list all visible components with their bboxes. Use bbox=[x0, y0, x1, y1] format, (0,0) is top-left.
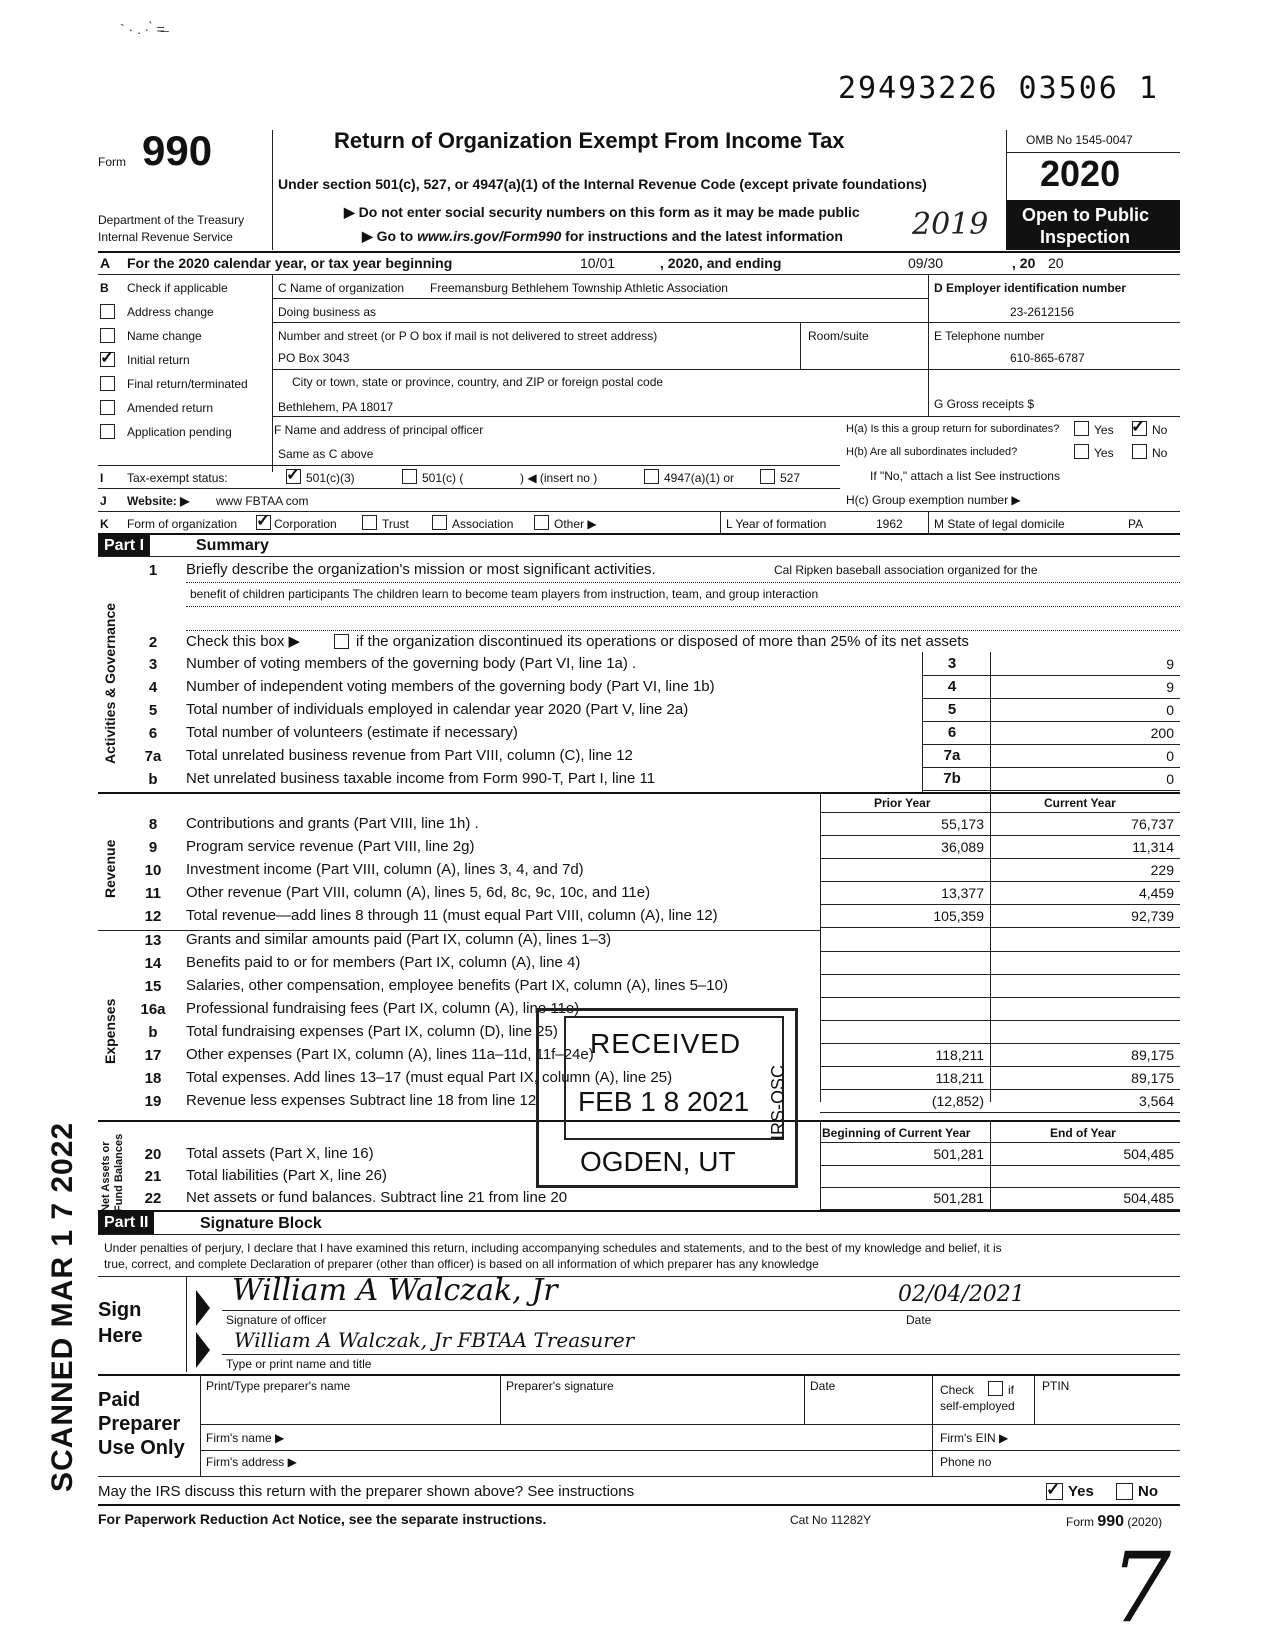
gov-line-rule bbox=[922, 698, 1180, 699]
irs-url[interactable]: www.irs.gov/Form990 bbox=[417, 228, 562, 244]
footer-form: Form 990 (2020) bbox=[1066, 1513, 1163, 1530]
initial-return-check-mark: ✓ bbox=[100, 348, 115, 367]
col-prior-year: Prior Year bbox=[874, 796, 931, 810]
final-return-checkbox[interactable] bbox=[100, 376, 115, 391]
line2-text: Check this box ▶ bbox=[186, 633, 301, 650]
gov-col-divider bbox=[990, 652, 991, 792]
corporation-check-mark: ✓ bbox=[256, 511, 271, 530]
fin-line-rule bbox=[820, 1020, 1180, 1021]
fin-line-rule bbox=[820, 1043, 1180, 1044]
gov-line-box: 6 bbox=[947, 724, 957, 741]
org-name-label: C Name of organization bbox=[278, 281, 405, 295]
scan-marks: ` · . ∙ ̀ =̶ bbox=[120, 21, 165, 37]
gov-line-box: 3 bbox=[947, 655, 957, 672]
side-label-net-assets: Net Assets or Fund Balances bbox=[100, 1133, 125, 1212]
discontinued-checkbox[interactable] bbox=[334, 634, 349, 649]
fin-line-text: Revenue less expenses Subtract line 18 from line 12 bbox=[186, 1092, 537, 1109]
fin-line-current: 3,564 bbox=[1138, 1093, 1174, 1109]
stamp-received: RECEIVED bbox=[590, 1028, 742, 1059]
part2-title: Signature Block bbox=[200, 1215, 322, 1232]
fin-line-current: 229 bbox=[1150, 862, 1174, 878]
fin-line-prior: 36,089 bbox=[941, 839, 984, 855]
amended-return-checkbox[interactable] bbox=[100, 400, 115, 415]
hb-no-label: No bbox=[1152, 446, 1168, 460]
preparer-signature-label: Preparer's signature bbox=[506, 1379, 614, 1393]
ha-yes-label: Yes bbox=[1094, 423, 1114, 437]
scanned-stamp: SCANNED MAR 1 7 2022 bbox=[46, 1121, 79, 1492]
ha-no-check-mark: ✓ bbox=[1131, 417, 1146, 436]
line2-num: 2 bbox=[148, 634, 158, 651]
fin-line-num: 15 bbox=[144, 978, 162, 995]
fin-line-text: Total revenue—add lines 8 through 11 (must equal Part VIII, column (A), line 12) bbox=[186, 907, 718, 924]
application-pending-checkbox[interactable] bbox=[100, 424, 115, 439]
preparer-date-label: Date bbox=[810, 1379, 836, 1393]
corporation-label: Corporation bbox=[274, 517, 337, 531]
gov-line-rule bbox=[922, 744, 1180, 745]
stamp-date: FEB 1 8 2021 bbox=[578, 1086, 750, 1117]
part1-title: Summary bbox=[196, 537, 269, 554]
gov-line-rule bbox=[922, 790, 1180, 791]
gov-line-value: 9 bbox=[1166, 679, 1174, 695]
fin-line-num: 16a bbox=[140, 1001, 166, 1018]
section-b-letter: B bbox=[100, 281, 109, 295]
line1-text: Briefly describe the organization's mission or most significant activities. bbox=[186, 561, 656, 578]
check-label: Check bbox=[940, 1383, 975, 1397]
address-change-checkbox[interactable] bbox=[100, 304, 115, 319]
tax-exempt-status-label: Tax-exempt status: bbox=[127, 471, 228, 485]
form-of-org-label: Form of organization bbox=[127, 517, 238, 531]
principal-officer-label: F Name and address of principal officer bbox=[274, 423, 484, 437]
trust-label: Trust bbox=[382, 517, 409, 531]
gov-col-divider bbox=[922, 652, 923, 792]
form-number: 990 bbox=[142, 127, 213, 174]
gov-line-text: Number of independent voting members of the governing body (Part VI, line 1b) bbox=[186, 678, 715, 695]
net-line-text: Net assets or fund balances. Subtract line 21 from line 20 bbox=[186, 1189, 568, 1206]
hb-no-checkbox[interactable] bbox=[1132, 444, 1147, 459]
room-suite-label: Room/suite bbox=[808, 329, 869, 343]
phone-value: 610-865-6787 bbox=[1010, 351, 1085, 365]
net-line-end: 504,485 bbox=[1123, 1146, 1174, 1162]
line-j-letter: J bbox=[100, 494, 107, 508]
cat-number: Cat No 11282Y bbox=[790, 1513, 872, 1527]
mission-line1: Cal Ripken baseball association organized for the bbox=[774, 563, 1038, 577]
fin-line-num: 17 bbox=[144, 1047, 162, 1064]
amended-return-label: Amended return bbox=[127, 401, 214, 415]
paperwork-notice: For Paperwork Reduction Act Notice, see the separate instructions. bbox=[98, 1511, 547, 1527]
net-line-text: Total liabilities (Part X, line 26) bbox=[186, 1167, 387, 1184]
website-label: Website: ▶ bbox=[127, 494, 190, 508]
section-b-title: Check if applicable bbox=[127, 281, 228, 295]
fin-line-text: Salaries, other compensation, employee benefits (Part IX, column (A), lines 5–10) bbox=[186, 977, 728, 994]
fin-line-current: 89,175 bbox=[1131, 1070, 1174, 1086]
fin-line-prior: 105,359 bbox=[933, 908, 984, 924]
fin-line-text: Other revenue (Part VIII, column (A), lines 5, 6d, 8c, 9c, 10c, and 11e) bbox=[186, 884, 651, 901]
dept-treasury: Department of the Treasury bbox=[98, 213, 245, 227]
501c-checkbox[interactable] bbox=[402, 469, 417, 484]
fin-line-rule bbox=[820, 974, 1180, 975]
line-a-letter: A bbox=[100, 255, 111, 271]
col-end-year: End of Year bbox=[1050, 1126, 1116, 1140]
gov-line-num: 5 bbox=[148, 702, 158, 719]
principal-officer: Same as C above bbox=[278, 447, 374, 461]
line-a-year: 20 bbox=[1048, 255, 1064, 271]
stamp-city: OGDEN, UT bbox=[580, 1146, 736, 1177]
gov-line-box: 4 bbox=[947, 678, 957, 695]
fin-line-current: 92,739 bbox=[1131, 908, 1174, 924]
final-return-label: Final return/terminated bbox=[127, 377, 248, 391]
ha-yes-checkbox[interactable] bbox=[1074, 421, 1089, 436]
fin-line-text: Grants and similar amounts paid (Part IX, column (A), lines 1–3) bbox=[186, 931, 612, 948]
date-label: Date bbox=[906, 1313, 932, 1327]
if-label: if bbox=[1008, 1383, 1014, 1397]
name-change-label: Name change bbox=[127, 329, 202, 343]
gov-line-num: b bbox=[148, 771, 158, 788]
group-exemption-label: H(c) Group exemption number ▶ bbox=[846, 493, 1021, 507]
fin-line-prior: 13,377 bbox=[941, 885, 984, 901]
ssn-notice: ▶ Do not enter social security numbers on this form as it may be made public bbox=[344, 204, 860, 220]
name-title-label: Type or print name and title bbox=[226, 1357, 372, 1371]
fin-line-text: Total fundraising expenses (Part IX, column (D), line 25) bbox=[186, 1023, 558, 1040]
fin-line-rule bbox=[820, 835, 1180, 836]
name-change-checkbox[interactable] bbox=[100, 328, 115, 343]
line-k-letter: K bbox=[100, 517, 109, 531]
col-begin-year: Beginning of Current Year bbox=[822, 1126, 971, 1140]
4947-checkbox[interactable] bbox=[644, 469, 659, 484]
trust-checkbox[interactable] bbox=[362, 515, 377, 530]
fin-line-rule bbox=[820, 881, 1180, 882]
ptin-label: PTIN bbox=[1042, 1379, 1070, 1393]
association-checkbox[interactable] bbox=[432, 515, 447, 530]
fin-line-rule bbox=[820, 927, 1180, 928]
gov-line-num: 3 bbox=[148, 656, 158, 673]
net-line-rule bbox=[820, 1165, 1180, 1166]
discuss-no-label: No bbox=[1138, 1483, 1158, 1500]
firm-ein-label: Firm's EIN ▶ bbox=[940, 1431, 1009, 1445]
street-label: Number and street (or P O box if mail is not delivered to street address) bbox=[278, 329, 658, 343]
527-checkbox[interactable] bbox=[760, 469, 775, 484]
perjury-line1: Under penalties of perjury, I declare that I have examined this return, including accompanying schedules and statements, and to the best of my knowledge and belief, it is bbox=[104, 1241, 1002, 1255]
net-line-num: 21 bbox=[144, 1168, 162, 1185]
street-address: PO Box 3043 bbox=[278, 351, 350, 365]
part1-label: Part I bbox=[98, 535, 150, 557]
org-name: Freemansburg Bethlehem Township Athletic Association bbox=[430, 281, 728, 295]
hb-note: If "No," attach a list See instructions bbox=[870, 469, 1060, 483]
sign-arrow-icon-2 bbox=[196, 1332, 210, 1368]
fin-line-num: 13 bbox=[144, 932, 162, 949]
527-label: 527 bbox=[780, 471, 801, 485]
gross-receipts-label: G Gross receipts $ bbox=[934, 397, 1035, 411]
sign-arrow-icon bbox=[196, 1290, 210, 1326]
discuss-question: May the IRS discuss this return with the preparer shown above? See instructions bbox=[98, 1483, 635, 1500]
signature-label: Signature of officer bbox=[226, 1313, 327, 1327]
application-pending-label: Application pending bbox=[127, 425, 232, 439]
preparer-label: Preparer bbox=[98, 1413, 181, 1435]
fin-line-num: b bbox=[148, 1024, 158, 1041]
gov-line-value: 200 bbox=[1150, 725, 1174, 741]
net-line-begin: 501,281 bbox=[933, 1190, 984, 1206]
gov-line-text: Total number of volunteers (estimate if necessary) bbox=[186, 724, 518, 741]
ha-no-label: No bbox=[1152, 423, 1168, 437]
hb-yes-label: Yes bbox=[1094, 446, 1114, 460]
4947-label: 4947(a)(1) or bbox=[664, 471, 735, 485]
fin-line-current: 76,737 bbox=[1131, 816, 1174, 832]
form-subtitle: Under section 501(c), 527, or 4947(a)(1) of the Internal Revenue Code (except private foundations) bbox=[278, 176, 927, 192]
fin-line-num: 14 bbox=[144, 955, 162, 972]
preparer-name-label: Print/Type preparer's name bbox=[206, 1379, 351, 1393]
phone-no-label: Phone no bbox=[940, 1455, 992, 1469]
fin-line-text: Program service revenue (Part VIII, line 2g) bbox=[186, 838, 475, 855]
year-formation-value: 1962 bbox=[876, 517, 903, 531]
state-domicile-label: M State of legal domicile bbox=[934, 517, 1065, 531]
fin-line-text: Total expenses. Add lines 13–17 (must equal Part IX, column (A), line 25) bbox=[186, 1069, 673, 1086]
501c3-check-mark: ✓ bbox=[286, 465, 301, 484]
line2-text2: if the organization discontinued its operations or disposed of more than 25% of its net assets bbox=[356, 633, 969, 650]
signature-date: 02/04/2021 bbox=[898, 1282, 1025, 1307]
part2-label: Part II bbox=[98, 1212, 154, 1234]
document-locator-number: 29493226 03506 1 bbox=[838, 71, 1159, 106]
gov-line-box: 7a bbox=[943, 747, 961, 764]
inspection: Inspection bbox=[1040, 227, 1131, 247]
hb-yes-checkbox[interactable] bbox=[1074, 444, 1089, 459]
gov-line-num: 4 bbox=[148, 679, 158, 696]
fin-line-current: 11,314 bbox=[1132, 839, 1174, 855]
fin-line-text: Investment income (Part VIII, column (A), lines 3, 4, and 7d) bbox=[186, 861, 584, 878]
subordinates-question: H(b) Are all subordinates included? bbox=[846, 446, 1018, 458]
gov-line-value: 0 bbox=[1166, 771, 1174, 787]
tax-year-begin: 10/01 bbox=[580, 255, 616, 271]
fin-line-current: 89,175 bbox=[1131, 1047, 1174, 1063]
group-return-question: H(a) Is this a group return for subordinates? bbox=[846, 423, 1060, 435]
fin-line-rule bbox=[820, 1089, 1180, 1090]
side-label-revenue: Revenue bbox=[102, 839, 118, 898]
fin-line-prior: 55,173 bbox=[941, 816, 984, 832]
city-label: City or town, state or province, country, and ZIP or foreign postal code bbox=[292, 375, 664, 389]
dba-label: Doing business as bbox=[278, 305, 377, 319]
fin-line-rule bbox=[820, 858, 1180, 859]
firm-name-label: Firm's name ▶ bbox=[206, 1431, 285, 1445]
dept-irs: Internal Revenue Service bbox=[98, 230, 233, 244]
form-label: Form bbox=[98, 155, 126, 169]
501c-label: 501(c) ( bbox=[422, 471, 464, 485]
gov-line-rule bbox=[922, 721, 1180, 722]
fin-line-text: Other expenses (Part IX, column (A), lines 11a–11d, 11f–24e) bbox=[186, 1046, 594, 1063]
insert-no-label: ) ◀ (insert no ) bbox=[520, 471, 598, 485]
handwritten-2019: 2019 bbox=[912, 207, 989, 242]
self-employed-checkbox[interactable] bbox=[988, 1381, 1003, 1396]
firm-address-label: Firm's address ▶ bbox=[206, 1455, 297, 1469]
fin-line-num: 11 bbox=[145, 885, 161, 902]
gov-line-num: 7a bbox=[144, 748, 162, 765]
ein-value: 23-2612156 bbox=[1010, 305, 1075, 319]
paid-label: Paid bbox=[98, 1389, 141, 1411]
net-line-num: 20 bbox=[144, 1146, 162, 1163]
fin-line-num: 18 bbox=[144, 1070, 162, 1087]
fin-line-num: 10 bbox=[144, 862, 162, 879]
fin-line-rule bbox=[820, 1066, 1180, 1067]
discuss-yes-check-mark: ✓ bbox=[1046, 1480, 1061, 1499]
officer-signature: William A Walczak, Jr bbox=[232, 1273, 558, 1308]
fin-line-num: 12 bbox=[144, 908, 162, 925]
line-i-letter: I bbox=[100, 471, 104, 485]
gov-line-value: 9 bbox=[1166, 656, 1174, 672]
omb-number: OMB No 1545-0047 bbox=[1026, 133, 1133, 147]
sign-label: Sign bbox=[98, 1299, 142, 1321]
perjury-line2: true, correct, and complete Declaration of preparer (other than officer) is based on all information of which preparer has any knowledge bbox=[104, 1257, 819, 1271]
discuss-no-checkbox[interactable] bbox=[1116, 1483, 1133, 1500]
gov-line-box: 5 bbox=[947, 701, 957, 718]
self-employed-label: self-employed bbox=[940, 1399, 1015, 1413]
association-label: Association bbox=[452, 517, 514, 531]
tax-year-end: 09/30 bbox=[908, 255, 944, 271]
net-line-begin: 501,281 bbox=[933, 1146, 984, 1162]
fin-line-num: 9 bbox=[148, 839, 158, 856]
fin-line-rule bbox=[820, 904, 1180, 905]
net-line-num: 22 bbox=[144, 1190, 162, 1207]
officer-name-title: William A Walczak, Jr FBTAA Treasurer bbox=[234, 1328, 635, 1352]
line-a-year-pre: , 20 bbox=[1012, 255, 1036, 271]
website-value[interactable]: www FBTAA com bbox=[216, 494, 309, 508]
address-change-label: Address change bbox=[127, 305, 214, 319]
ein-label: D Employer identification number bbox=[934, 281, 1127, 295]
gov-line-rule bbox=[922, 675, 1180, 676]
fin-line-prior: (12,852) bbox=[931, 1093, 984, 1109]
stamp-irs-osc: IRS-OSC bbox=[768, 1064, 788, 1140]
open-to-public: Open to Public bbox=[1022, 205, 1150, 225]
gov-line-text: Total unrelated business revenue from Part VIII, column (C), line 12 bbox=[186, 747, 633, 764]
gov-line-text: Number of voting members of the governing body (Part VI, line 1a) . bbox=[186, 655, 637, 672]
gov-line-text: Total number of individuals employed in calendar year 2020 (Part V, line 2a) bbox=[186, 701, 689, 718]
line-a-mid: , 2020, and ending bbox=[660, 255, 782, 271]
state-domicile-value: PA bbox=[1128, 517, 1144, 531]
side-label-expenses: Expenses bbox=[102, 998, 118, 1064]
tax-year: 2020 bbox=[1040, 153, 1121, 194]
gov-line-rule bbox=[922, 767, 1180, 768]
initial-return-label: Initial return bbox=[127, 353, 190, 367]
fin-line-current: 4,459 bbox=[1138, 885, 1174, 901]
fin-line-text: Contributions and grants (Part VIII, line 1h) . bbox=[186, 815, 479, 832]
handwritten-seven: 7 bbox=[1110, 1532, 1172, 1644]
fin-line-num: 19 bbox=[144, 1093, 162, 1110]
fin-line-rule bbox=[820, 1112, 1180, 1113]
line-a-text: For the 2020 calendar year, or tax year beginning bbox=[127, 255, 453, 271]
fin-line-prior: 118,211 bbox=[935, 1047, 984, 1063]
city-state-zip: Bethlehem, PA 18017 bbox=[278, 400, 394, 414]
mission-line2: benefit of children participants The children learn to become team players from instruction, team, and group interaction bbox=[190, 587, 819, 601]
gov-line-num: 6 bbox=[148, 725, 158, 742]
col-current-year: Current Year bbox=[1044, 796, 1116, 810]
discuss-yes-label: Yes bbox=[1068, 1483, 1094, 1500]
gov-line-text: Net unrelated business taxable income from Form 990-T, Part I, line 11 bbox=[186, 770, 656, 787]
year-formation-label: L Year of formation bbox=[726, 517, 827, 531]
other-label: Other ▶ bbox=[554, 517, 597, 531]
gov-line-box: 7b bbox=[943, 770, 961, 787]
use-only-label: Use Only bbox=[98, 1437, 185, 1459]
form-title: Return of Organization Exempt From Income Tax bbox=[334, 128, 845, 153]
fin-line-text: Professional fundraising fees (Part IX, column (A), line 11e) bbox=[186, 1000, 580, 1017]
net-line-end: 504,485 bbox=[1123, 1190, 1174, 1206]
fin-line-prior: 118,211 bbox=[935, 1070, 984, 1086]
fin-line-rule bbox=[820, 997, 1180, 998]
net-line-text: Total assets (Part X, line 16) bbox=[186, 1145, 374, 1162]
gov-line-value: 0 bbox=[1166, 748, 1174, 764]
fin-line-num: 8 bbox=[148, 816, 158, 833]
other-checkbox[interactable] bbox=[534, 515, 549, 530]
here-label: Here bbox=[98, 1325, 143, 1347]
side-label-governance: Activities & Governance bbox=[102, 602, 118, 764]
line1-num: 1 bbox=[148, 562, 158, 579]
501c3-label: 501(c)(3) bbox=[306, 471, 355, 485]
net-line-rule bbox=[820, 1187, 1180, 1188]
instructions-notice: ▶ Go to www.irs.gov/Form990 for instructions and the latest information bbox=[362, 228, 843, 244]
fin-line-text: Benefits paid to or for members (Part IX, column (A), line 4) bbox=[186, 954, 581, 971]
phone-label: E Telephone number bbox=[934, 329, 1045, 343]
fin-line-rule bbox=[820, 951, 1180, 952]
gov-line-value: 0 bbox=[1166, 702, 1174, 718]
